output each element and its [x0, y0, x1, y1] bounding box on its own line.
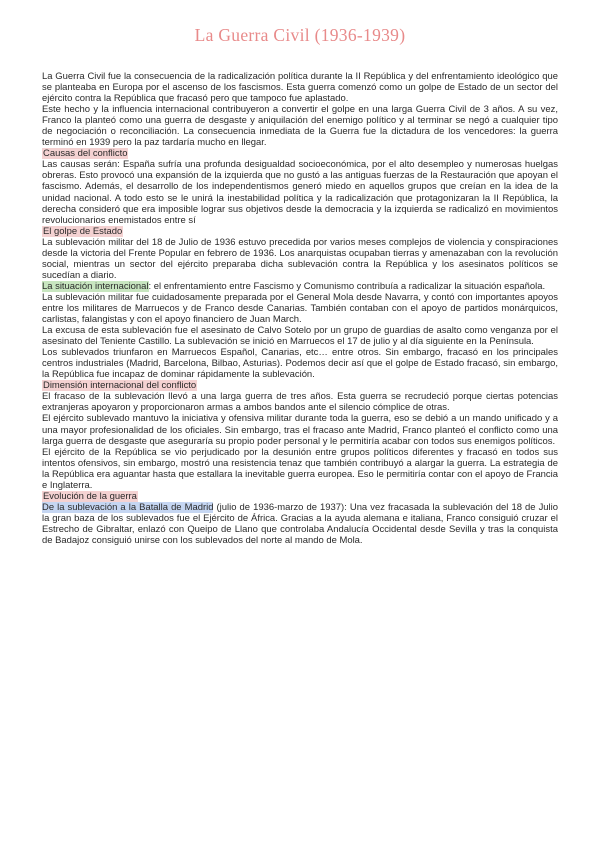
evolucion-paragraph-1: [42, 502, 558, 546]
golpe-paragraph-2-text: : el enfrentamiento entre Fascismo y Comunismo contribuía a radicalizar la situación española.: [148, 280, 546, 292]
evolucion-paragraph-1-text: (julio de 1936-marzo de 1937): Una vez fracasada la sublevación del 18 de Julio la gran baza de los sublevados fue el Ejército de África. Gracias a la ayuda alemana e italiana, Franco consiguió cruzar el Estrecho de Gibraltar, enlazó con Queipo de Llano que controlaba Andalucía Occidental desde Sevilla y tras la conquista de Badajoz consiguió unirse con los sublevados del norte al mando de Mola.: [42, 501, 558, 546]
section-heading-evolucion: Evolución de la guerra: [43, 490, 137, 502]
intro-paragraph-1: La Guerra Civil fue la consecuencia de la radicalización política durante la II República y del enfrentamiento ideológico que se planteaba en Europa por el ascenso de los fascismos. Esta guerra comenzó como un golpe de Estado de un sector del ejército contra la República que fracasó pero que tampoco fue aplastado.: [42, 71, 558, 105]
golpe-paragraph-5: Los sublevados triunfaron en Marruecos Español, Canarias, etc… entre otros. Sin embargo, fracasó en los principales centros industriales (Madrid, Barcelona, Bilbao, Asturias). Podemos decir así que el golpe de Estado fracasó, sin embargo, la República fue incapaz de dominar rápidamente la sublevación.: [42, 347, 558, 381]
dimension-paragraph-3: El ejército de la República se vio perjudicado por la desunión entre grupos políticos diferentes y fracasó en todos sus intentos ofensivos, sin embargo, mostró una resistencia tenaz que también contribuyó a alargar la guerra. La estrategia de la República era aguantar hasta que estallara la inevitable guerra europea. Eso le permitiría contar con el apoyo de Francia e Inglaterra.: [42, 446, 558, 491]
section-heading-dimension: Dimensión internacional del conflicto: [43, 380, 197, 392]
golpe-paragraph-1: La sublevación militar del 18 de Julio de 1936 estuvo precedida por varios meses complejos de violencia y conspiraciones desde la victoria del Frente Popular en febrero de 1936. Los anarquistas ocupaban tierras y amenazaban con la revolución social, mientras un sector del ejército preparaba dicha sublevación contra la República y los asesinatos políticos se sucedían a diario.: [42, 236, 558, 281]
document-title: La Guerra Civil (1936-1939): [194, 25, 406, 45]
section-heading-causas: Causas del conflicto: [43, 148, 128, 160]
document-body: [42, 71, 558, 546]
golpe-paragraph-2: [42, 281, 558, 292]
golpe-paragraph-3: La sublevación militar fue cuidadosamente preparada por el General Mola desde Navarra, y contó con importantes apoyos entre los militares de Marruecos y de Franco desde Canarias. También contaban con el apoyo de partidos monárquicos, carlistas, falangistas y con el apoyo financiero de Juan March.: [42, 291, 558, 326]
highlight-sublevacion-batalla-madrid: De la sublevación a la Batalla de Madrid: [42, 501, 214, 513]
intro-paragraph-2: Este hecho y la influencia internacional contribuyeron a convertir el golpe en una larga Guerra Civil de 3 años. A su vez, Franco la planteó como una guerra de desgaste y aniquilación del enemigo político y al terminar se negó a cualquier tipo de negociación o reconciliación. La consecuencia inmediata de la Guerra fue la dictadura de los vencedores: la guerra terminó en 1939 pero la paz tardaría mucho en llegar.: [42, 104, 558, 149]
dimension-paragraph-2: El ejército sublevado mantuvo la iniciativa y ofensiva militar durante toda la guerra, eso se debió a un mando unificado y a una mayor profesionalidad de los oficiales. Sin embargo, tras el fracaso ante Madrid, Franco planteó el conflicto como una larga guerra de desgaste que aseguraría su propio poder personal y le permitiría acabar con todos sus enemigos políticos.: [42, 413, 558, 447]
highlight-situacion-internacional: La situación internacional: [42, 280, 149, 292]
section-heading-golpe: El golpe de Estado: [43, 225, 123, 237]
dimension-paragraph-1: El fracaso de la sublevación llevó a una larga guerra de tres años. Esta guerra se recrudeció porque ciertas potencias extranjeras apoyaron y proporcionaron armas a ambos bandos ante el silencio cómplice de otras.: [42, 391, 558, 414]
golpe-paragraph-4: La excusa de esta sublevación fue el asesinato de Calvo Sotelo por un grupo de guardias de asalto como venganza por el asesinato del Teniente Castillo. La sublevación se inició en Marruecos el 17 de julio y al día siguiente en la Península.: [42, 325, 558, 348]
causas-paragraph: Las causas serán: España sufría una profunda desigualdad socioeconómica, por el alto desempleo y numerosas huelgas obreras. Esto provocó una expansión de la izquierda que no gustó a las antiguas fuerzas de la Restauración que apoyan el fascismo. Además, el desarrollo de los independentismos generó miedo en aquellos grupos que creían en la idea de la unidad nacional. A todo esto se le unirá la inestabilidad política y la radicalización que protagonizaran la II República, la derecha consideró que era imposible lograr sus objetivos desde la democracia y la izquierda se radicalizó en movimientos revolucionarios enemistados entre sí: [42, 159, 558, 226]
